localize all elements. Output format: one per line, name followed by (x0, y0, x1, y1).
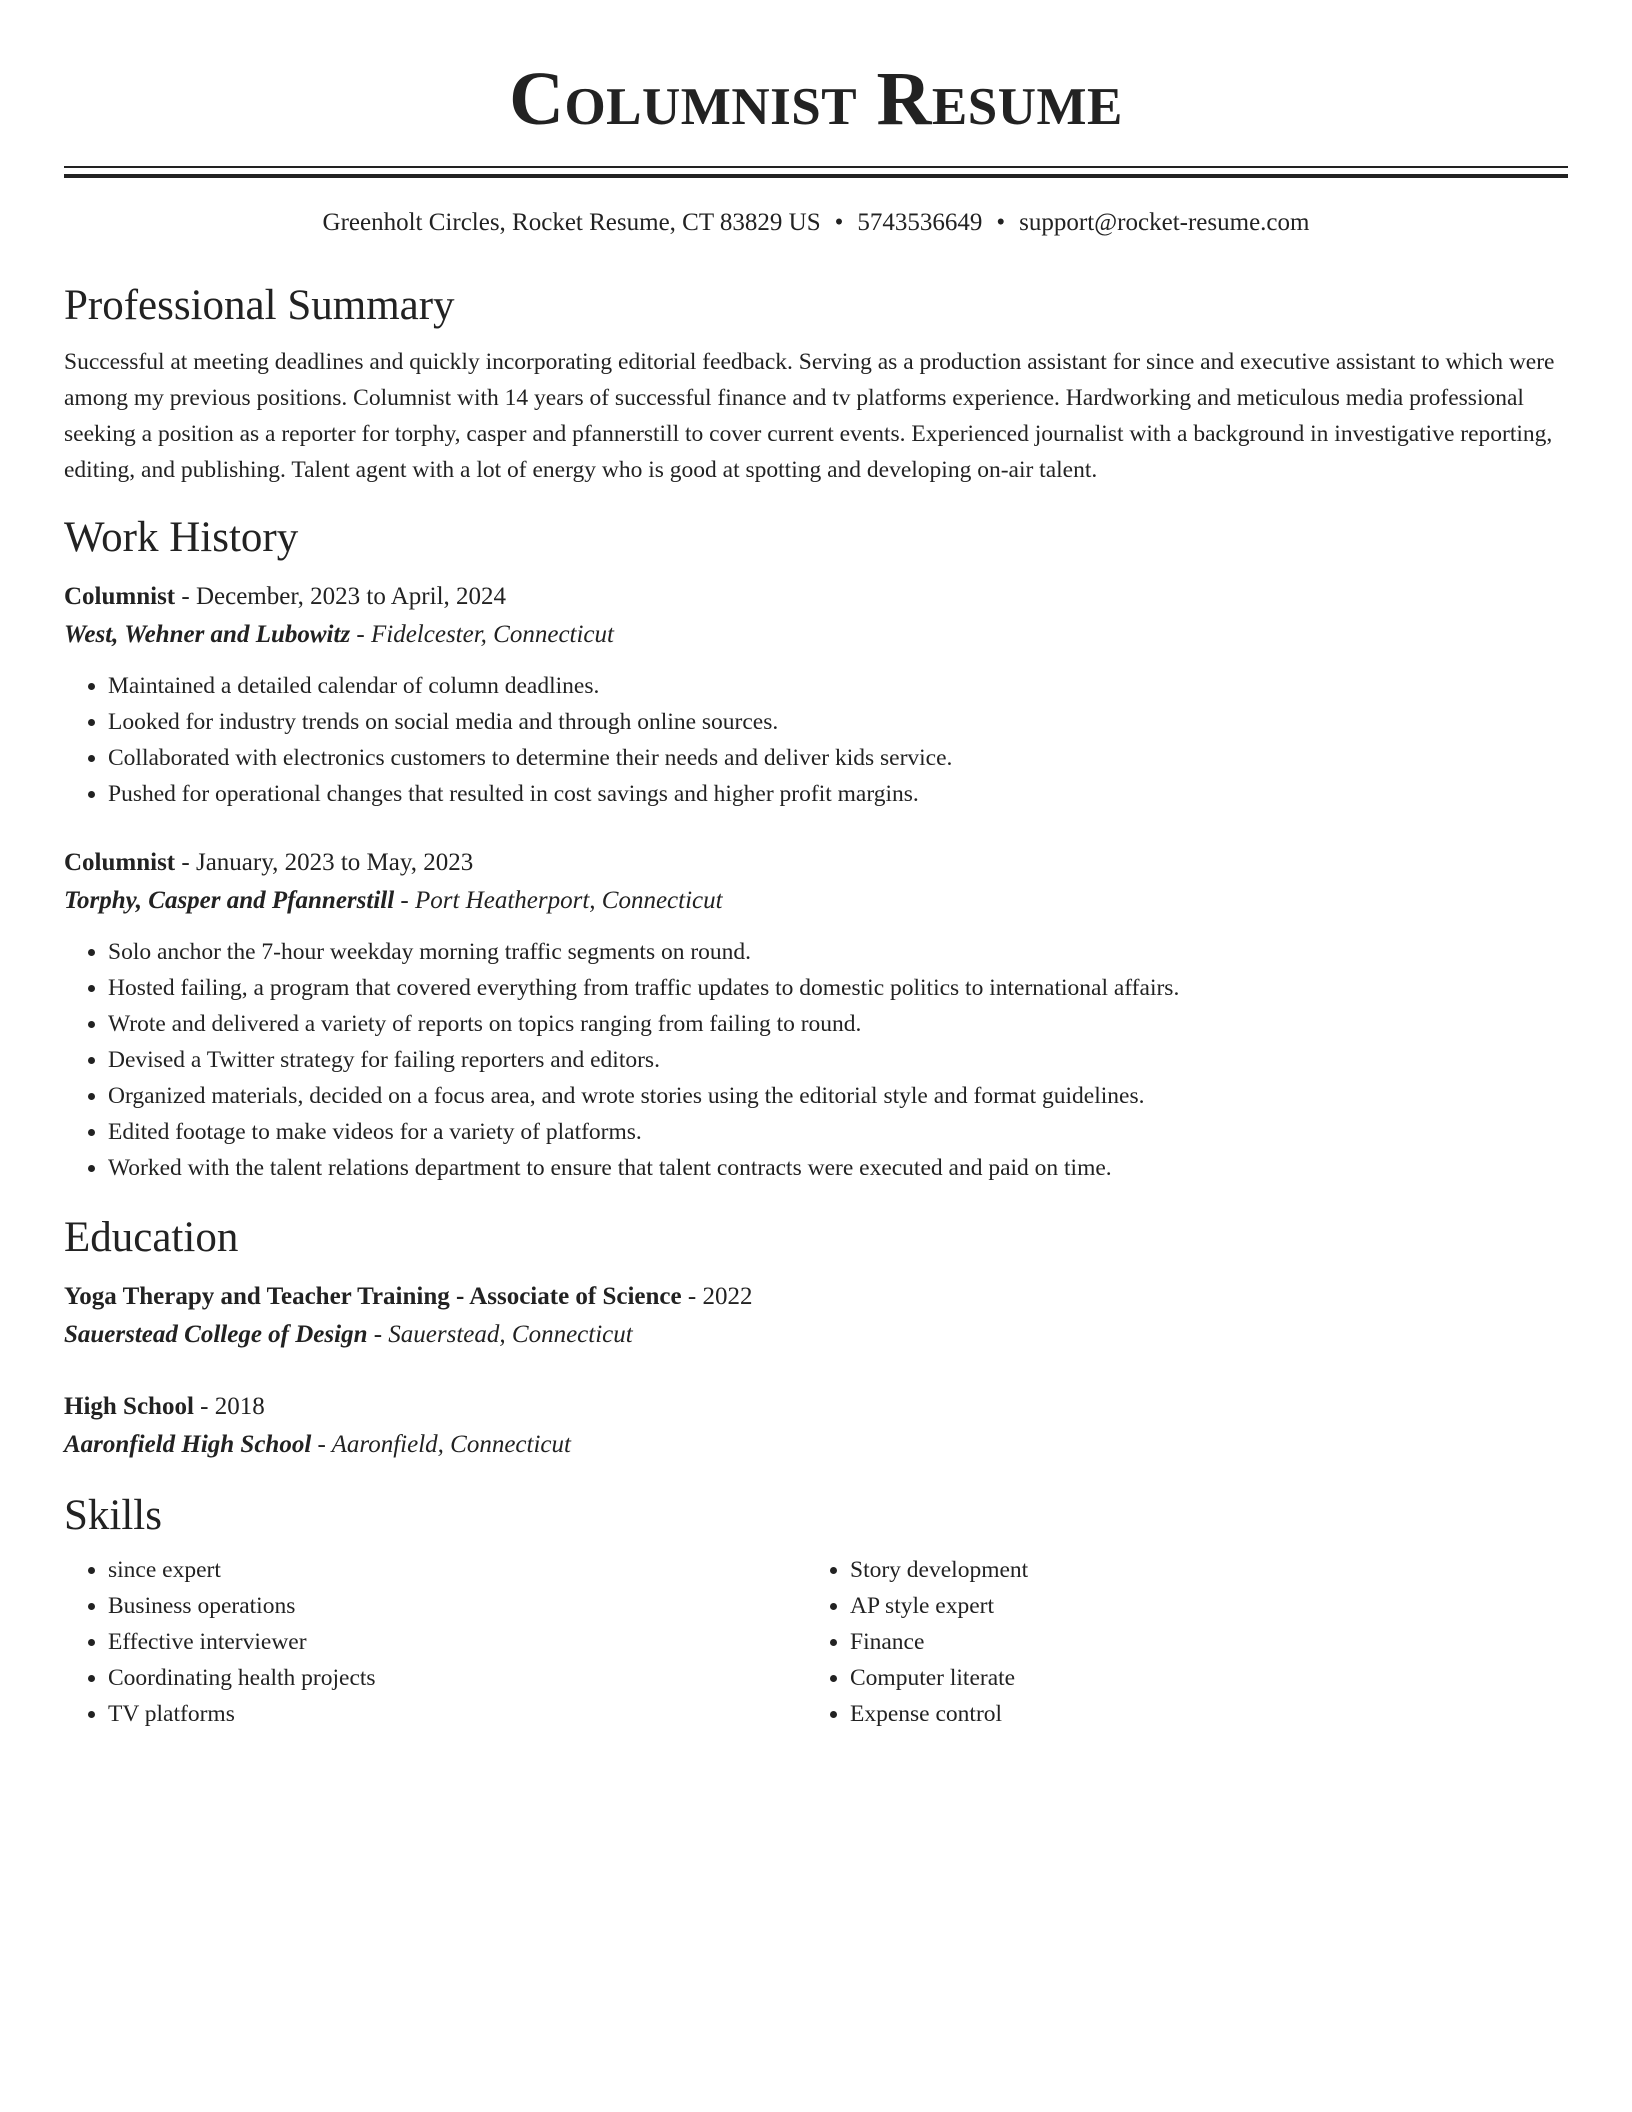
school-location: - Sauerstead, Connecticut (367, 1321, 633, 1348)
list-item: • Looked for industry trends on social media and through online sources. (108, 704, 1568, 740)
degree-year: - 2022 (681, 1283, 753, 1310)
list-item: • Expense control (850, 1696, 1548, 1732)
job-title-line (64, 844, 1568, 882)
job-entry (64, 844, 1568, 1186)
job-location: - Fidelcester, Connecticut (350, 621, 614, 648)
job-dates: - January, 2023 to May, 2023 (175, 849, 474, 876)
list-item: • Solo anchor the 7-hour weekday morning traffic segments on round. (108, 934, 1568, 970)
list-item: • Wrote and delivered a variety of reports on topics ranging from failing to round. (108, 1006, 1568, 1042)
school-location: - Aaronfield, Connecticut (311, 1431, 571, 1458)
job-entry (64, 578, 1568, 812)
degree-year: - 2018 (193, 1393, 265, 1420)
list-item: • Pushed for operational changes that resulted in cost savings and higher profit margins. (108, 776, 1568, 812)
skills-list-left (64, 1552, 806, 1732)
contact-address: Greenholt Circles, Rocket Resume, CT 83829 US (322, 209, 821, 236)
degree-name: Yoga Therapy and Teacher Training - Associate of Science (64, 1283, 682, 1310)
contact-separator: • (996, 209, 1006, 236)
school-name: Aaronfield High School (64, 1431, 312, 1458)
degree-line (64, 1388, 1568, 1426)
list-item: • since expert (108, 1552, 806, 1588)
contact-phone: 5743536649 (857, 209, 983, 236)
degree-name: High School (64, 1393, 194, 1420)
job-title: Columnist (64, 849, 176, 876)
job-company: West, Wehner and Lubowitz (64, 621, 351, 648)
contact-separator: • (834, 209, 844, 236)
title-rule-thin (64, 166, 1568, 168)
job-company: Torphy, Casper and Pfannerstill (64, 887, 395, 914)
skills-list-right (806, 1552, 1548, 1732)
list-item: • Organized materials, decided on a focus area, and wrote stories using the editorial style and format guidelines. (108, 1078, 1568, 1114)
work-history-heading: Work History (64, 514, 299, 561)
job-duties-list (64, 934, 1568, 1186)
contact-line (64, 206, 1568, 240)
job-duties-list (64, 668, 1568, 812)
list-item: • Worked with the talent relations department to ensure that talent contracts were executed and paid on time. (108, 1150, 1568, 1186)
list-item: • Story development (850, 1552, 1548, 1588)
list-item: • Finance (850, 1624, 1548, 1660)
education-entry (64, 1278, 1568, 1354)
job-company-line (64, 882, 1568, 920)
summary-heading: Professional Summary (64, 282, 455, 329)
list-item: • Edited footage to make videos for a variety of platforms. (108, 1114, 1568, 1150)
job-title: Columnist (64, 583, 176, 610)
education-heading: Education (64, 1214, 239, 1261)
school-line (64, 1426, 1568, 1464)
job-title-line (64, 578, 1568, 616)
school-line (64, 1316, 1568, 1354)
contact-email: support@rocket-resume.com (1019, 209, 1310, 236)
list-item: • Effective interviewer (108, 1624, 806, 1660)
title-rule-thick (64, 174, 1568, 178)
list-item: • Devised a Twitter strategy for failing reporters and editors. (108, 1042, 1568, 1078)
skills-heading: Skills (64, 1492, 162, 1539)
list-item: • Collaborated with electronics customers to determine their needs and deliver kids service. (108, 740, 1568, 776)
resume-title: Columnist Resume (509, 57, 1123, 141)
list-item: • Hosted failing, a program that covered everything from traffic updates to domestic politics to international affairs. (108, 970, 1568, 1006)
resume-page (64, 0, 1568, 1732)
school-name: Sauerstead College of Design (64, 1321, 368, 1348)
list-item: • Business operations (108, 1588, 806, 1624)
list-item: • Coordinating health projects (108, 1660, 806, 1696)
list-item: • AP style expert (850, 1588, 1548, 1624)
degree-line (64, 1278, 1568, 1316)
list-item: • Computer literate (850, 1660, 1548, 1696)
summary-text: Successful at meeting deadlines and quickly incorporating editorial feedback. Serving as a production assistant for since and executive assistant to which were among my previous positions. Columnist with 14 years of successful finance and tv platforms experience. Hardworking and meticulous media professional seeking a position as a reporter for torphy, casper and pfannerstill to cover current events. Experienced journalist with a background in investigative reporting, editing, and publishing. Talent agent with a lot of energy who is good at spotting and developing on-air talent. (64, 349, 1555, 483)
skills-columns (64, 1552, 1568, 1732)
job-location: - Port Heatherport, Connecticut (394, 887, 723, 914)
job-dates: - December, 2023 to April, 2024 (175, 583, 507, 610)
list-item: • Maintained a detailed calendar of column deadlines. (108, 668, 1568, 704)
job-company-line (64, 616, 1568, 654)
list-item: • TV platforms (108, 1696, 806, 1732)
education-entry (64, 1388, 1568, 1464)
